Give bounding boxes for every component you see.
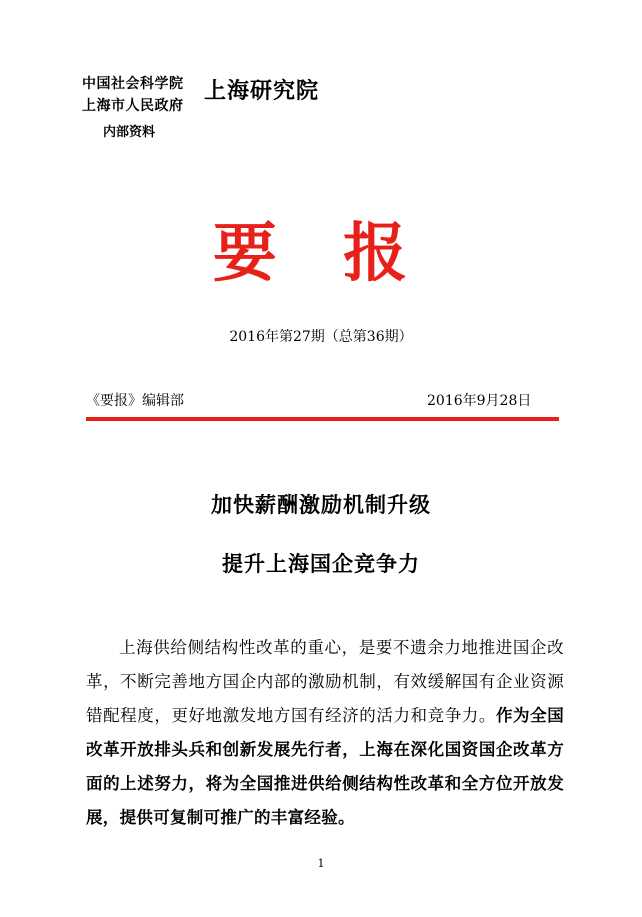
- publish-date: 2016年9月28日: [427, 393, 532, 409]
- body-bold-text: 作为全国改革开放排头兵和创新发展先行者，上海在深化国资国企改革方面的上述努力，将为全国推进供给侧结构性改革和全方位开放发展，提供可复制可推广的丰富经验。: [86, 706, 564, 827]
- org-name-cass: 中国社会科学院: [82, 76, 184, 92]
- issue-info: 2016年第27期（总第36期）: [229, 329, 413, 345]
- article-title-line1: 加快薪酬激励机制升级: [211, 492, 431, 517]
- editor-department: 《要报》编辑部: [86, 393, 184, 409]
- internal-label: 内部资料: [103, 125, 156, 140]
- article-title-line2: 提升上海国企竞争力: [222, 551, 420, 576]
- page-number: 1: [317, 857, 325, 870]
- masthead-title: 要 报: [212, 216, 430, 291]
- red-divider: [86, 417, 559, 421]
- institute-name: 上海研究院: [204, 78, 320, 104]
- body-paragraph: [86, 631, 564, 835]
- body-normal-text: 上海供给侧结构性改革的重心，是要不遗余力地推进国企改革，不断完善地方国企内部的激励机制，有效缓解国有企业资源错配程度，更好地激发地方国有经济的活力和竞争力。: [86, 638, 564, 725]
- org-name-shanghai-gov: 上海市人民政府: [82, 98, 184, 114]
